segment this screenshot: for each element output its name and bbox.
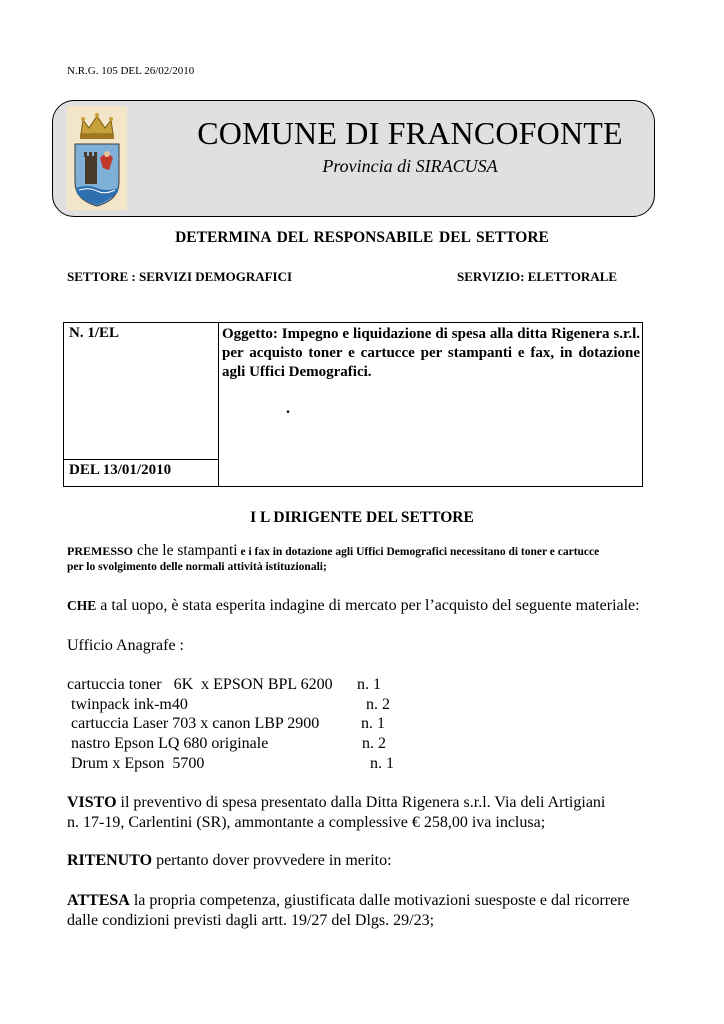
ritenuto-paragraph	[67, 851, 392, 871]
list-item-qty: n. 2	[362, 735, 386, 752]
registry-number: N.R.G. 105 DEL 26/02/2010	[67, 65, 195, 77]
ritenuto-text: pertanto dover provvedere in merito:	[152, 852, 392, 869]
list-item: twinpack ink-m40	[67, 696, 188, 713]
list-item: cartuccia toner 6K x EPSON BPL 6200	[67, 676, 333, 693]
list-item-qty: n. 1	[361, 715, 385, 732]
che-text: a tal uopo, è stata esperita indagine di mercato per l’acquisto del seguente materiale:	[96, 597, 640, 614]
coat-of-arms-icon	[67, 106, 127, 210]
list-item: cartuccia Laser 703 x canon LBP 2900	[67, 715, 320, 732]
list-item-qty: n. 2	[366, 696, 390, 713]
table-divider-vertical	[218, 322, 219, 487]
visto-keyword: VISTO	[67, 794, 117, 811]
subject-text: Oggetto: Impegno e liquidazione di spesa alla ditta Rigenera s.r.l. per acquisto toner e cartucce per stampanti e fax, in dotazione agli Uffici Demografici.	[222, 326, 640, 380]
che-paragraph	[67, 596, 640, 616]
visto-line2: n. 17-19, Carlentini (SR), ammontante a complessive € 258,00 iva inclusa;	[67, 814, 546, 831]
table-divider-horizontal	[63, 459, 219, 460]
service-label: SERVIZIO: ELETTORALE	[457, 269, 618, 284]
premesso-line2: per lo svolgimento delle normali attività istituzionali;	[67, 561, 327, 573]
attesa-line2: dalle condizioni previsti dagli artt. 19/27 del Dlgs. 29/23;	[67, 912, 435, 929]
attesa-text: la propria competenza, giustificata dalle motivazioni suesposte e dal ricorrere	[129, 892, 630, 909]
premesso-rest: e i fax in dotazione agli Uffici Demografici necessitano di toner e cartucce	[237, 546, 600, 558]
section-heading: I L DIRIGENTE DEL SETTORE	[250, 509, 474, 526]
attesa-paragraph	[67, 891, 667, 931]
stray-dot: .	[286, 400, 290, 417]
municipality-title: COMUNE DI FRANCOFONTE	[197, 115, 623, 151]
list-item-qty: n. 1	[370, 755, 394, 772]
list-item-qty: n. 1	[357, 676, 381, 693]
attesa-keyword: ATTESA	[67, 892, 130, 909]
premesso-paragraph	[67, 542, 667, 561]
premesso-keyword: PREMESSO	[67, 544, 134, 558]
sector-label: SETTORE : SERVIZI DEMOGRAFICI	[67, 269, 293, 284]
act-number: N. 1/EL	[69, 325, 120, 341]
premesso-plain: che le stampanti	[133, 542, 238, 559]
act-date: DEL 13/01/2010	[69, 462, 172, 478]
che-keyword: CHE	[67, 598, 97, 613]
province-subtitle: Provincia di SIRACUSA	[322, 156, 498, 176]
office-label: Ufficio Anagrafe :	[67, 637, 184, 654]
ritenuto-keyword: RITENUTO	[67, 852, 153, 869]
document-heading: DETERMINA DEL RESPONSABILE DEL SETTORE	[175, 229, 549, 246]
visto-text: il preventivo di spesa presentato dalla Ditta Rigenera s.r.l. Via deli Artigiani	[116, 794, 606, 811]
list-item: nastro Epson LQ 680 originale	[67, 735, 269, 752]
list-item: Drum x Epson 5700	[67, 755, 205, 772]
visto-paragraph	[67, 793, 667, 833]
